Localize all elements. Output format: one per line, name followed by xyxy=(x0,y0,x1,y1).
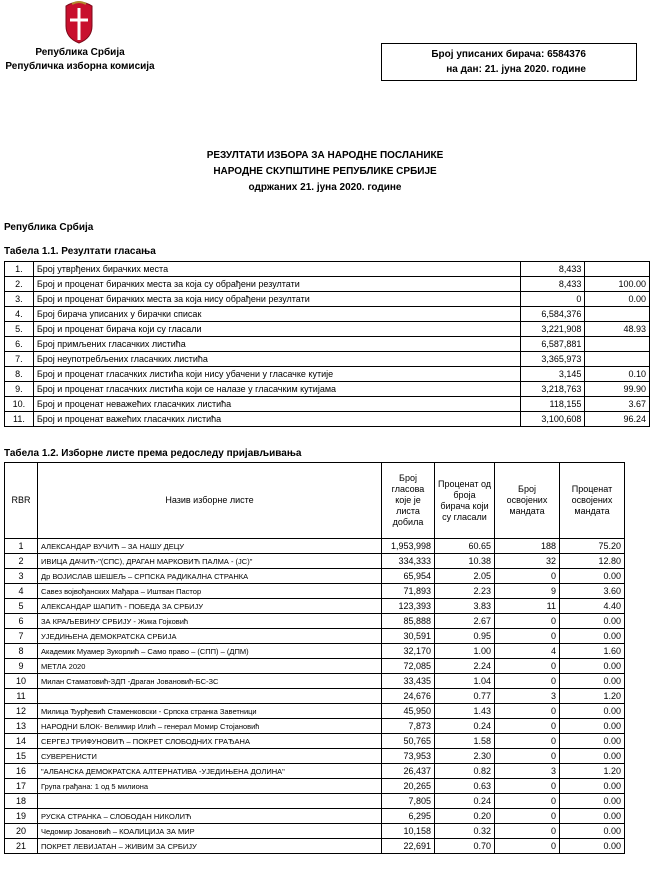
table2-row xyxy=(5,539,625,554)
table2-cell-votes: 7,805 xyxy=(382,794,435,809)
table2-cell-name: АЛЕКСАНДАР ВУЧИЋ – ЗА НАШУ ДЕЦУ xyxy=(38,539,382,554)
table2-cell-rbr: 6 xyxy=(5,614,38,629)
table1-cell-num: 1. xyxy=(5,262,34,277)
table2-cell-rbr: 18 xyxy=(5,794,38,809)
table1-cell-num: 10. xyxy=(5,397,34,412)
table2-cell-name: Милан Стаматовић-ЗДП -Драган Јовановић-БС-ЗС xyxy=(38,674,382,689)
org-line2: Републичка изборна комисија xyxy=(5,61,155,72)
table2-row xyxy=(5,764,625,779)
title-line3: одржаних 21. јуна 2020. године xyxy=(248,182,402,193)
table2-cell-m: 0 xyxy=(495,674,560,689)
table2-cell-mpct: 0.00 xyxy=(560,659,625,674)
table1-cell-value: 6,584,376 xyxy=(520,307,585,322)
table2-cell-mpct: 1.20 xyxy=(560,764,625,779)
table1-caption: Табела 1.1. Резултати гласања xyxy=(4,246,156,257)
table2-cell-votes: 30,591 xyxy=(382,629,435,644)
table1-cell-value: 3,100,608 xyxy=(520,412,585,427)
table2-cell-m: 11 xyxy=(495,599,560,614)
table2-row xyxy=(5,599,625,614)
table2-row xyxy=(5,824,625,839)
table2-cell-name: Милица Ђурђевић Стаменковски - Српска странка Заветници xyxy=(38,704,382,719)
table2-cell-rbr: 13 xyxy=(5,719,38,734)
table2-cell-mpct: 12.80 xyxy=(560,554,625,569)
col-votes-pct: Проценат од броја бирача који су гласали xyxy=(435,463,495,539)
table2-cell-m: 0 xyxy=(495,809,560,824)
table2-cell-rbr: 16 xyxy=(5,764,38,779)
table1-cell-pct xyxy=(585,307,650,322)
table1-row xyxy=(5,337,650,352)
table2-cell-vpct: 2.30 xyxy=(435,749,495,764)
table2-cell-rbr: 1 xyxy=(5,539,38,554)
table2-cell-m: 3 xyxy=(495,764,560,779)
table2-cell-vpct: 2.23 xyxy=(435,584,495,599)
table2-cell-rbr: 17 xyxy=(5,779,38,794)
table2-cell-mpct: 0.00 xyxy=(560,779,625,794)
electoral-lists-table xyxy=(4,462,625,854)
table2-cell-rbr: 21 xyxy=(5,839,38,854)
table2-cell-votes: 85,888 xyxy=(382,614,435,629)
table2-cell-votes: 10,158 xyxy=(382,824,435,839)
table1-row xyxy=(5,382,650,397)
table2-cell-votes: 22,691 xyxy=(382,839,435,854)
table2-cell-m: 0 xyxy=(495,569,560,584)
table2-row xyxy=(5,809,625,824)
table2-cell-m: 0 xyxy=(495,614,560,629)
table2-cell-m: 0 xyxy=(495,704,560,719)
table2-cell-vpct: 10.38 xyxy=(435,554,495,569)
table2-row xyxy=(5,569,625,584)
table1-cell-pct xyxy=(585,262,650,277)
table2-cell-rbr: 9 xyxy=(5,659,38,674)
table2-cell-mpct: 0.00 xyxy=(560,734,625,749)
table1-cell-pct xyxy=(585,352,650,367)
table1-cell-pct: 0.10 xyxy=(585,367,650,382)
table2-cell-rbr: 2 xyxy=(5,554,38,569)
table1-row xyxy=(5,412,650,427)
table1-cell-value: 3,218,763 xyxy=(520,382,585,397)
table1-cell-value: 3,145 xyxy=(520,367,585,382)
table2-cell-votes: 65,954 xyxy=(382,569,435,584)
table2-cell-rbr: 19 xyxy=(5,809,38,824)
table1-row xyxy=(5,292,650,307)
table2-cell-name: СУВЕРЕНИСТИ xyxy=(38,749,382,764)
table1-cell-label: Број и проценат бирачких места за која нису обрађени резултати xyxy=(33,292,520,307)
table2-cell-mpct: 0.00 xyxy=(560,614,625,629)
table2-cell-votes: 7,873 xyxy=(382,719,435,734)
table2-row xyxy=(5,749,625,764)
table2-cell-mpct: 1.20 xyxy=(560,689,625,704)
table1-cell-label: Број и проценат важећих гласачких листића xyxy=(33,412,520,427)
table2-caption: Табела 1.2. Изборне листе према редоследу пријављивања xyxy=(4,448,302,459)
table2-cell-vpct: 2.05 xyxy=(435,569,495,584)
table2-cell-votes: 123,393 xyxy=(382,599,435,614)
table1-cell-label: Број и проценат неважећих гласачких листића xyxy=(33,397,520,412)
table2-cell-vpct: 0.20 xyxy=(435,809,495,824)
table2-cell-vpct: 0.24 xyxy=(435,794,495,809)
table2-cell-name: Чедомир Јовановић – КОАЛИЦИЈА ЗА МИР xyxy=(38,824,382,839)
table1-cell-value: 3,365,973 xyxy=(520,352,585,367)
table2-cell-vpct: 2.24 xyxy=(435,659,495,674)
table2-cell-name: Група грађана: 1 од 5 милиона xyxy=(38,779,382,794)
table1-row xyxy=(5,397,650,412)
table1-cell-pct: 0.00 xyxy=(585,292,650,307)
region-label: Република Србија xyxy=(4,222,94,233)
table2-cell-name: АЛЕКСАНДАР ШАПИЋ - ПОБЕДА ЗА СРБИЈУ xyxy=(38,599,382,614)
table2-cell-mpct: 0.00 xyxy=(560,569,625,584)
table2-cell-m: 4 xyxy=(495,644,560,659)
table1-cell-label: Број утврђених бирачких места xyxy=(33,262,520,277)
table2-row xyxy=(5,644,625,659)
table1-row xyxy=(5,322,650,337)
table2-cell-votes: 33,435 xyxy=(382,674,435,689)
table2-cell-mpct: 0.00 xyxy=(560,719,625,734)
table2-row xyxy=(5,794,625,809)
table2-cell-name: РУСКА СТРАНКА – СЛОБОДАН НИКОЛИЋ xyxy=(38,809,382,824)
table2-cell-name: "АЛБАНСКА ДЕМОКРАТСКА АЛТЕРНАТИВА -УЈЕДИЊЕНА ДОЛИНА" xyxy=(38,764,382,779)
table2-cell-name xyxy=(38,689,382,704)
table2-cell-mpct: 0.00 xyxy=(560,674,625,689)
table2-cell-votes: 32,170 xyxy=(382,644,435,659)
col-votes: Број гласова које је листа добила xyxy=(382,463,435,539)
table1-cell-pct: 99.90 xyxy=(585,382,650,397)
table1-cell-label: Број бирача уписаних у бирачки списак xyxy=(33,307,520,322)
table1-cell-label: Број и проценат гласачких листића који се налазе у гласачким кутијама xyxy=(33,382,520,397)
table2-cell-rbr: 14 xyxy=(5,734,38,749)
table2-cell-vpct: 1.58 xyxy=(435,734,495,749)
table1-cell-value: 118,155 xyxy=(520,397,585,412)
table1-cell-value: 6,587,881 xyxy=(520,337,585,352)
table1-cell-num: 5. xyxy=(5,322,34,337)
table2-cell-name: ЗА КРАЉЕВИНУ СРБИЈУ - Жика Гојковић xyxy=(38,614,382,629)
table1-cell-label: Број неупотребљених гласачких листића xyxy=(33,352,520,367)
table2-cell-rbr: 3 xyxy=(5,569,38,584)
table2-cell-vpct: 3.83 xyxy=(435,599,495,614)
table2-cell-votes: 26,437 xyxy=(382,764,435,779)
table2-cell-vpct: 1.00 xyxy=(435,644,495,659)
table2-row xyxy=(5,554,625,569)
table2-cell-m: 32 xyxy=(495,554,560,569)
table2-cell-rbr: 4 xyxy=(5,584,38,599)
table1-cell-num: 2. xyxy=(5,277,34,292)
table2-cell-votes: 20,265 xyxy=(382,779,435,794)
table2-cell-rbr: 10 xyxy=(5,674,38,689)
table2-row xyxy=(5,779,625,794)
table2-cell-mpct: 0.00 xyxy=(560,629,625,644)
table2-cell-m: 0 xyxy=(495,794,560,809)
table1-row xyxy=(5,277,650,292)
table1-cell-pct: 3.67 xyxy=(585,397,650,412)
table1-cell-label: Број и проценат бирача који су гласали xyxy=(33,322,520,337)
table1-cell-pct: 48.93 xyxy=(585,322,650,337)
table2-cell-votes: 50,765 xyxy=(382,734,435,749)
table2-cell-mpct: 0.00 xyxy=(560,794,625,809)
table1-cell-value: 8,433 xyxy=(520,262,585,277)
table1-cell-num: 6. xyxy=(5,337,34,352)
table1-row xyxy=(5,352,650,367)
table1-cell-num: 3. xyxy=(5,292,34,307)
table2-cell-mpct: 3.60 xyxy=(560,584,625,599)
box-line1: Број уписаних бирача: 6584376 xyxy=(431,49,586,60)
table2-cell-vpct: 0.82 xyxy=(435,764,495,779)
table2-cell-m: 0 xyxy=(495,719,560,734)
table2-row xyxy=(5,674,625,689)
table1-cell-label: Број и проценат гласачких листића који нису убачени у гласачке кутије xyxy=(33,367,520,382)
table2-cell-votes: 71,893 xyxy=(382,584,435,599)
table2-cell-vpct: 0.95 xyxy=(435,629,495,644)
table1-cell-pct: 96.24 xyxy=(585,412,650,427)
table2-cell-mpct: 4.40 xyxy=(560,599,625,614)
table2-cell-vpct: 1.04 xyxy=(435,674,495,689)
table1-cell-label: Број примљених гласачких листића xyxy=(33,337,520,352)
table2-cell-rbr: 15 xyxy=(5,749,38,764)
box-line2: на дан: 21. јуна 2020. године xyxy=(446,64,586,75)
table2-cell-rbr: 5 xyxy=(5,599,38,614)
table2-row xyxy=(5,704,625,719)
table2-cell-vpct: 1.43 xyxy=(435,704,495,719)
coat-of-arms-icon xyxy=(62,0,96,44)
table2-cell-m: 0 xyxy=(495,779,560,794)
table2-cell-rbr: 12 xyxy=(5,704,38,719)
table1-cell-num: 9. xyxy=(5,382,34,397)
table2-cell-m: 0 xyxy=(495,824,560,839)
table2-cell-votes: 24,676 xyxy=(382,689,435,704)
table1-cell-num: 11. xyxy=(5,412,34,427)
table2-row xyxy=(5,584,625,599)
page-title xyxy=(0,148,650,196)
title-line2: НАРОДНЕ СКУПШТИНЕ РЕПУБЛИКЕ СРБИЈЕ xyxy=(213,166,437,177)
table2-cell-mpct: 0.00 xyxy=(560,839,625,854)
table2-cell-name: Савез војвођанских Мађара – Иштван Пастор xyxy=(38,584,382,599)
table2-cell-m: 0 xyxy=(495,734,560,749)
table2-cell-rbr: 20 xyxy=(5,824,38,839)
table2-cell-m: 188 xyxy=(495,539,560,554)
table2-cell-rbr: 8 xyxy=(5,644,38,659)
voting-results-table xyxy=(4,261,650,427)
table2-cell-votes: 73,953 xyxy=(382,749,435,764)
table2-row xyxy=(5,659,625,674)
table1-cell-num: 7. xyxy=(5,352,34,367)
table1-cell-value: 8,433 xyxy=(520,277,585,292)
table2-cell-m: 0 xyxy=(495,629,560,644)
table2-cell-vpct: 0.63 xyxy=(435,779,495,794)
table2-cell-vpct: 0.32 xyxy=(435,824,495,839)
table2-cell-votes: 334,333 xyxy=(382,554,435,569)
table2-cell-vpct: 0.77 xyxy=(435,689,495,704)
table2-cell-vpct: 0.70 xyxy=(435,839,495,854)
table2-cell-name: СЕРГЕЈ ТРИФУНОВИЋ – ПОКРЕТ СЛОБОДНИХ ГРАЂАНА xyxy=(38,734,382,749)
table2-cell-name: НАРОДНИ БЛОК- Велимир Илић – генерал Момир Стојановић xyxy=(38,719,382,734)
table2-cell-name: Академик Муамер Зукорлић – Само право – (СПП) – (ДПМ) xyxy=(38,644,382,659)
table2-cell-name: ПОКРЕТ ЛЕВИЈАТАН – ЖИВИМ ЗА СРБИЈУ xyxy=(38,839,382,854)
title-line1: РЕЗУЛТАТИ ИЗБОРА ЗА НАРОДНЕ ПОСЛАНИКЕ xyxy=(206,150,444,161)
table1-row xyxy=(5,262,650,277)
table2-cell-votes: 6,295 xyxy=(382,809,435,824)
table2-cell-rbr: 11 xyxy=(5,689,38,704)
col-rbr: RBR xyxy=(5,463,38,539)
table2-cell-m: 9 xyxy=(495,584,560,599)
table1-cell-value: 3,221,908 xyxy=(520,322,585,337)
table2-cell-mpct: 0.00 xyxy=(560,824,625,839)
table2-cell-mpct: 0.00 xyxy=(560,809,625,824)
table1-cell-num: 8. xyxy=(5,367,34,382)
col-name: Назив изборне листе xyxy=(38,463,382,539)
table2-cell-m: 0 xyxy=(495,749,560,764)
table2-cell-m: 0 xyxy=(495,839,560,854)
table1-cell-label: Број и проценат бирачких места за која су обрађени резултати xyxy=(33,277,520,292)
table2-cell-m: 3 xyxy=(495,689,560,704)
table1-row xyxy=(5,367,650,382)
table2-cell-mpct: 1.60 xyxy=(560,644,625,659)
table2-cell-vpct: 0.24 xyxy=(435,719,495,734)
table2-row xyxy=(5,719,625,734)
org-line1: Република Србија xyxy=(35,47,125,58)
col-mandates: Број освојених мандата xyxy=(495,463,560,539)
table2-row xyxy=(5,689,625,704)
table2-cell-name: ИВИЦА ДАЧИЋ-"(СПС), ДРАГАН МАРКОВИЋ ПАЛМА - (ЈС)" xyxy=(38,554,382,569)
table2-cell-votes: 45,950 xyxy=(382,704,435,719)
table2-cell-name: Др ВОЈИСЛАВ ШЕШЕЉ – СРПСКА РАДИКАЛНА СТРАНКА xyxy=(38,569,382,584)
table2-cell-mpct: 75.20 xyxy=(560,539,625,554)
table2-cell-votes: 72,085 xyxy=(382,659,435,674)
table2-cell-name: МЕТЛА 2020 xyxy=(38,659,382,674)
table2-cell-mpct: 0.00 xyxy=(560,749,625,764)
table2-cell-rbr: 7 xyxy=(5,629,38,644)
table2-cell-name: УЈЕДИЊЕНА ДЕМОКРАТСКА СРБИЈА xyxy=(38,629,382,644)
table2-row xyxy=(5,629,625,644)
organization-header xyxy=(0,46,160,74)
table2-row xyxy=(5,614,625,629)
table2-cell-name xyxy=(38,794,382,809)
table2-cell-vpct: 2.67 xyxy=(435,614,495,629)
table1-row xyxy=(5,307,650,322)
table1-cell-num: 4. xyxy=(5,307,34,322)
table2-row xyxy=(5,839,625,854)
table1-cell-pct: 100.00 xyxy=(585,277,650,292)
table2-row xyxy=(5,734,625,749)
table2-cell-vpct: 60.65 xyxy=(435,539,495,554)
table2-cell-m: 0 xyxy=(495,659,560,674)
registered-voters-box xyxy=(381,43,637,81)
table2-cell-mpct: 0.00 xyxy=(560,704,625,719)
table2-cell-votes: 1,953,998 xyxy=(382,539,435,554)
table1-cell-pct xyxy=(585,337,650,352)
table1-cell-value: 0 xyxy=(520,292,585,307)
col-mandates-pct: Проценат освојених мандата xyxy=(560,463,625,539)
